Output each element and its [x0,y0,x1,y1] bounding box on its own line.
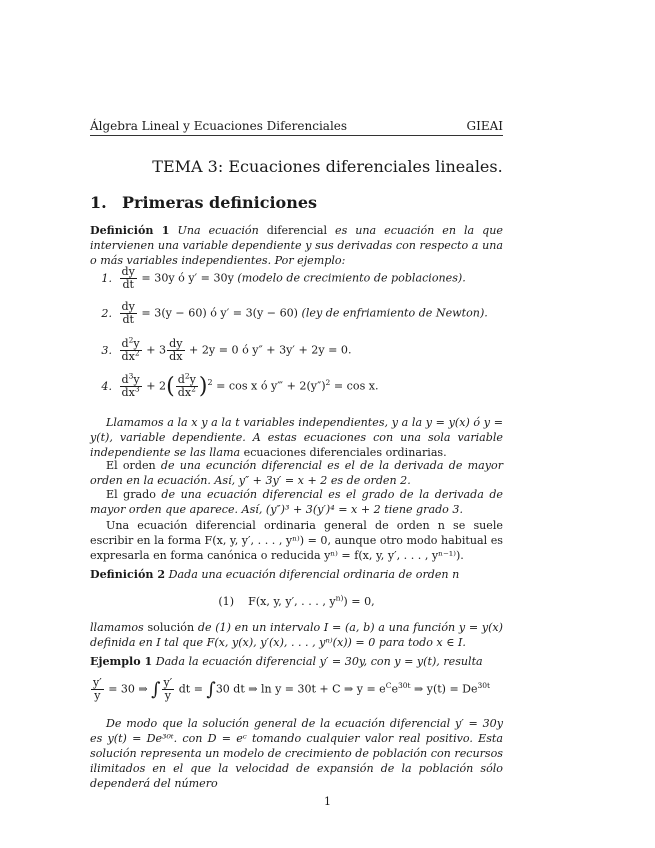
definition-2-solution [90,620,503,650]
example-item-2: 2. $\frac{dy}{dt}$ = 3(y − 60) ó y′ = 3(y − 60) (ley de enfriamiento de Newton). [90,301,503,326]
fraction-dy-dx: $\frac{dy}{dx}$ [169,337,183,363]
header-degree: GIEAI [466,119,503,133]
paragraph-general-form: Una ecuación diferencial ordinaria general de orden n se suele escribir en la forma F(x, y, y′, . . . , yⁿ⁾) = 0, aunque otro modo habitual es expresarla en forma canónica o reducida yⁿ⁾ = f(x, y, y′, . . . , yⁿ⁻¹⁾). [90,519,503,562]
definition-1-text-b: es una ecuación en la que intervienen una variable dependiente y sus derivadas con respecto a una o más variables independientes. Por ejemplo: [90,224,503,267]
paragraph-degree-text: de una ecuación diferencial es el grado de la derivada de mayor orden que aparece. Así, (y″)³ + 3(y′)⁴ = x + 2 tiene grado 3. [90,488,503,516]
definition-1-text-a: Una ecuación [177,224,259,237]
paragraph-degree-term: El grado [106,488,156,501]
definition-1 [90,223,503,268]
paragraph-order [90,458,503,488]
item-2-label: 2. [101,306,112,320]
example-1 [90,654,503,669]
header-course: Álgebra Lineal y Ecuaciones Diferenciales [90,119,348,133]
example-1-derivation: $\frac{y'}{y}$ = 30 ⇒ ∫ $\frac{y'}{y}$ dt = ∫30 dt ⇒ ln y = 30t + C ⇒ $y = e^Ce^{30t}$ ⇒ $y(t) = De^{30t}$ [93,676,491,702]
solution-term: solución [147,621,195,634]
definition-1-label: Definición 1 [90,224,170,237]
fraction-d2y-dx2: $\frac{d^2y}{dx^2}$ [121,335,140,363]
fraction-d2y-dx2: $\frac{d^2y}{dx^2}$ [177,371,196,399]
fraction-dy-dt: $\frac{dy}{dt}$ [121,265,135,291]
paragraph-order-term: El orden [106,459,156,472]
item-2-comment: (ley de enfriamiento de Newton). [301,306,488,320]
paragraph-variables-term: ecuaciones diferenciales ordinarias. [243,446,447,459]
definition-2-text: Dada una ecuación diferencial ordinaria de orden n [168,568,460,581]
definition-2-label: Definición 2 [90,568,166,581]
section-heading [90,193,317,212]
equation-1-tag: (1) [218,595,235,608]
definition-1-term: diferencial [266,224,328,237]
example-1-text: Dada la ecuación diferencial y′ = 30y, con y = y(t), resulta [155,655,483,668]
paragraph-order-text: de una ecunción diferencial es el de la derivada de mayor orden en la ecuación. Así, y″ + 3y′ = x + 2 es de orden 2. [90,459,503,487]
paragraph-variables [90,415,503,460]
example-1-conclusion: De modo que la solución general de la ecuación diferencial y′ = 30y es y(t) = De³⁰ᵗ. con D = eᶜ tomando cualquier valor real positivo. Esta solución representa un modelo de crecimiento de población con recursos ilimitados en el que la velocidad de expansión de la población sólo dependerá del número [90,717,503,790]
item-1-comment: (modelo de crecimiento de poblaciones). [237,271,466,285]
fraction-yprime-y: $\frac{y'}{y}$ [163,676,173,702]
paragraph-degree [90,487,503,517]
solution-text-b: de (1) en un intervalo I = (a, b) a una función y = y(x) definida en I tal que F(x, y(x), y′(x), . . . , yⁿ⁾(x)) = 0 para todo x ∈ I. [90,621,504,649]
running-header [90,119,503,136]
example-item-1: 1. $\frac{dy}{dt}$ = 30y ó y′ = 30y (modelo de crecimiento de poblaciones). [90,266,503,291]
fraction-d3y-dx3: $\frac{d^3y}{dx^3}$ [121,371,140,399]
section-title: Primeras definiciones [122,193,318,212]
paragraph-variables-text: Llamamos a la x y a la t variables independientes, y a la y = y(x) ó y = y(t), variable dependiente. A estas ecuaciones con una sola variable independiente se las llama [90,416,503,459]
section-number: 1. [90,193,107,212]
fraction-yprime-y: $\frac{y'}{y}$ [93,676,102,702]
page-number: 1 [324,795,331,808]
fraction-dy-dt: $\frac{dy}{dt}$ [121,300,135,326]
definition-2 [90,567,503,582]
item-4-label: 4. [101,379,112,393]
example-item-3: 3. $\frac{d^2y}{dx^2}$ + 3 $\frac{dy}{dx}$ + 2y = 0 ó y″ + 3y′ + 2y = 0. [90,338,503,363]
item-3-label: 3. [101,343,112,357]
example-item-4: 4. $\frac{d^3y}{dx^3}$ + 2( $\frac{d^2y}{dx^2}$ )$^2$ = cos x ó y‴ + $2(y'')^2 = \cos x$. [90,374,503,399]
solution-text-a: llamamos [90,621,144,634]
item-1-label: 1. [101,271,112,285]
page-title: TEMA 3: Ecuaciones diferenciales lineales. [152,157,503,176]
equation-1: (1) F(x, y, y′, . . . , $y^{n)}) = 0$, [218,593,375,608]
example-1-label: Ejemplo 1 [90,655,153,668]
